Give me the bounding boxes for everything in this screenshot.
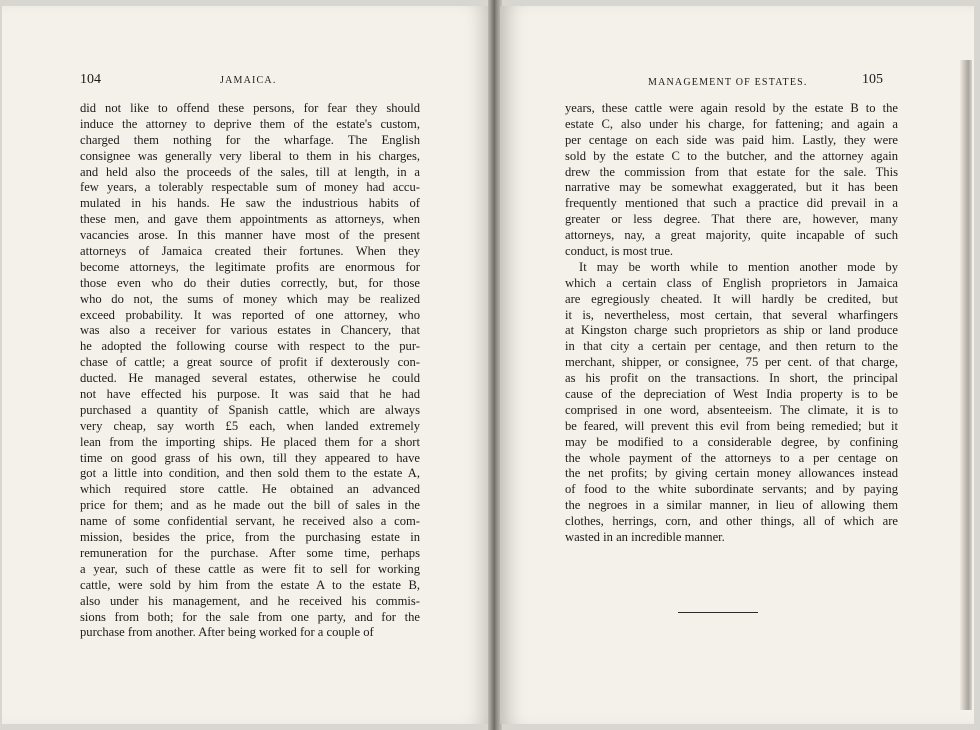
text-line: frequently mentioned that such a practice did prevail in a [565, 196, 898, 211]
text-line: ducted. He managed several estates, otherwise he could [80, 371, 420, 386]
right-page-number: 105 [862, 72, 883, 87]
text-line: clothes, herrings, corn, and other things, all of which are [565, 514, 898, 529]
text-line: cattle, were sold by him from the estate A to the estate B, [80, 577, 420, 592]
text-line: time on good grass of his own, till they appeared to have [80, 450, 420, 465]
text-line: be feared, will prevent this evil from being remedied; but it [565, 418, 898, 433]
left-running-title: JAMAICA. [220, 75, 277, 86]
text-line: very cheap, say worth £5 each, when landed extremely [80, 418, 420, 433]
text-line: attorneys, nay, a great majority, quite incapable of such [565, 228, 898, 243]
text-line: greater or less degree. That there are, however, many [565, 212, 898, 227]
text-line: it is, nevertheless, most certain, that several wharfingers [565, 307, 898, 322]
text-line: cause of the depreciation of West India property is to be [565, 387, 898, 402]
text-line: induce the attorney to deprive them of the estate's custom, [80, 116, 420, 131]
text-line: sold by the estate C to the butcher, and the attorney again [565, 148, 898, 163]
text-line: purchase from another. After being worked for a couple of [80, 625, 374, 640]
text-line: who do not, the sums of money which may be realized [80, 291, 420, 306]
text-line: not have effected his purpose. It was said that he had [80, 387, 420, 402]
text-line: a year, such of these cattle as were fit to sell for working [80, 561, 420, 576]
text-line: price for them; and as he made out the bill of sales in the [80, 498, 420, 513]
text-line: the negroes in a similar manner, in lieu of allowing them [565, 498, 898, 513]
text-line: name of some confidential servant, he received also a com- [80, 514, 420, 529]
text-line: conduct, is most true. [565, 244, 674, 259]
text-line: these men, and gave them appointments as attorneys, when [80, 212, 420, 227]
text-line: those even who do their duties correctly, but, for those [80, 275, 420, 290]
page-edge-shadow [960, 60, 972, 710]
text-line: narrative may be somewhat exaggerated, but it has been [565, 180, 898, 195]
text-line: the net profits; by giving certain money allowances instead [565, 466, 898, 481]
section-end-rule [678, 612, 758, 613]
text-line: merchant, shipper, or consignee, 75 per cent. of that charge, [565, 355, 898, 370]
text-line: years, these cattle were again resold by the estate B to the [565, 101, 898, 115]
text-line: drew the commission from that estate for the sale. This [565, 164, 898, 179]
text-line: become attorneys, the legitimate profits are enormous for [80, 259, 420, 274]
right-running-title: MANAGEMENT OF ESTATES. [648, 77, 808, 88]
text-line: may be modified to a considerable degree, by confining [565, 434, 898, 449]
text-line: of food to the white subordinate servants; and by paying [565, 482, 898, 497]
text-line: in that city a certain per centage, and then return to the [565, 339, 898, 354]
text-line: wasted in an incredible manner. [565, 530, 725, 545]
text-line: also under his management, and he received his commis- [80, 593, 420, 608]
text-line: remuneration for the purchase. After some time, perhaps [80, 545, 420, 560]
text-line: as his profit on the transactions. In short, the principal [565, 371, 898, 386]
text-line: are egregiously cheated. It will hardly be credited, but [565, 291, 898, 306]
text-line: which a certain class of English proprietors in Jamaica [565, 275, 898, 290]
left-page [2, 6, 490, 724]
text-line: did not like to offend these persons, for fear they should [80, 101, 420, 115]
text-line: vacancies arose. In this manner have most of the present [80, 228, 420, 243]
text-line: the whole payment of the attorneys to a per centage on [565, 450, 898, 465]
text-line: attorneys of Jamaica created their fortunes. When they [80, 244, 420, 259]
text-line: was also a receiver for various estates in Chancery, that [80, 323, 420, 338]
text-line: few years, a tolerably respectable sum of money had accu- [80, 180, 420, 195]
text-line: at Kingston charge such proprietors as ship or land produce [565, 323, 898, 338]
right-page [500, 6, 974, 724]
text-line: charged them nothing for the wharfage. The English [80, 132, 420, 147]
text-line: mission, besides the price, from the purchasing estate in [80, 530, 420, 545]
text-line: and held also the proceeds of the sales, till at length, in a [80, 164, 420, 179]
left-body-text [80, 101, 420, 641]
text-line: got a little into condition, and then sold them to the estate A, [80, 466, 420, 481]
text-line: lean from the importing ships. He placed them for a short [80, 434, 420, 449]
text-line: sions from both; for the sale from one party, and for the [80, 609, 420, 624]
text-line: exceed probability. It was reported of one attorney, who [80, 307, 420, 322]
text-line: chase of cattle; a great source of profit if dexterously con- [80, 355, 420, 370]
text-line: which required store cattle. He obtained an advanced [80, 482, 420, 497]
text-line: consignee was generally very liberal to them in his charges, [80, 148, 420, 163]
text-line: per centage on each side was paid him. Lastly, they were [565, 132, 898, 147]
text-line: purchased a quantity of Spanish cattle, which are always [80, 402, 420, 417]
left-page-number: 104 [80, 72, 101, 87]
text-line: It may be worth while to mention another mode by [579, 259, 898, 274]
right-body-text [565, 101, 898, 546]
text-line: estate C, also under his charge, for fattening; and again a [565, 116, 898, 131]
text-line: mulated in his hands. He saw the industrious habits of [80, 196, 420, 211]
text-line: comprised in one word, absenteeism. The climate, it is to [565, 402, 898, 417]
text-line: he adopted the following course with respect to the pur- [80, 339, 420, 354]
